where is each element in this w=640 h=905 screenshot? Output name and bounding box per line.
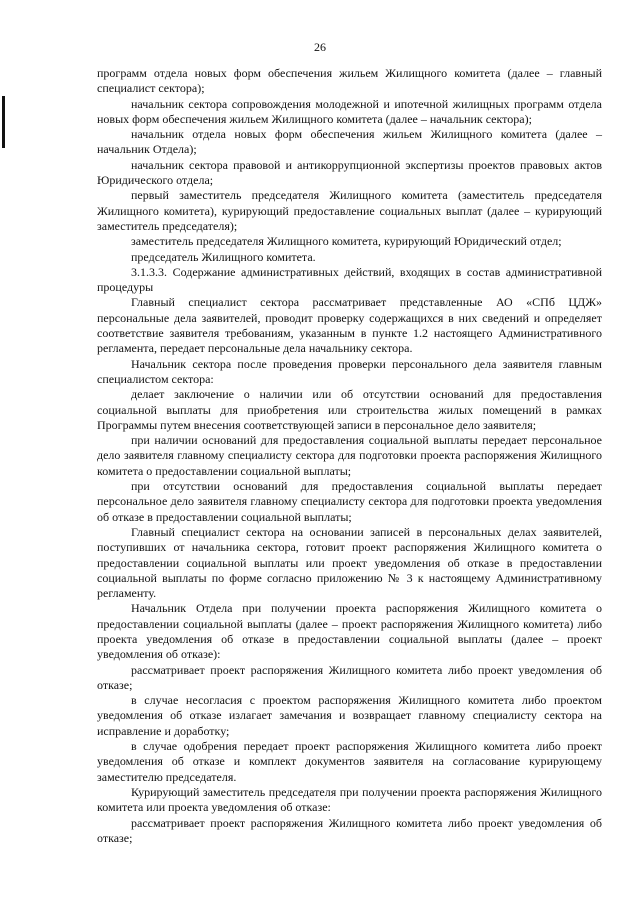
paragraph: рассматривает проект распоряжения Жилищного комитета либо проект уведомления об отказе; (97, 815, 602, 845)
paragraph: председатель Жилищного комитета. (131, 249, 316, 264)
document-body (97, 66, 602, 846)
paragraph: при наличии оснований для предоставления социальной выплаты передает персональное дело заявителя главному специалисту сектора для подготовки проекта распоряжения Жилищного комитета о предоставлении социальной выплаты; (97, 433, 602, 478)
paragraph: начальник сектора сопровождения молодежной и ипотечной жилищных программ отдела новых форм обеспечения жильем Жилищного комитета (далее – начальник сектора); (97, 96, 602, 126)
paragraph: программ отдела новых форм обеспечения жильем Жилищного комитета (далее – главный специалист сектора); (97, 66, 602, 96)
paragraph: при отсутствии оснований для предоставления социальной выплаты передает персональное дело заявителя главному специалисту сектора для подготовки проекта уведомления об отказе в предоставлении социальной выплаты; (97, 479, 602, 524)
paragraph: Начальник сектора после проведения проверки персонального дела заявителя главным специалистом сектора: (97, 356, 602, 386)
paragraph: в случае одобрения передает проект распоряжения Жилищного комитета либо проект уведомления об отказе и комплект документов заявителя на согласование курирующему заместителю председателя. (97, 739, 602, 784)
paragraph: Начальник Отдела при получении проекта распоряжения Жилищного комитета о предоставлении социальной выплаты (далее – проект распоряжения Жилищного комитета) либо проекта уведомления об отказе в предоставлении социальной выплаты (далее – проект уведомления об отказе): (97, 601, 602, 662)
margin-line-mark (2, 96, 5, 148)
paragraph: начальник отдела новых форм обеспечения жильем Жилищного комитета (далее – начальник Отдела); (97, 127, 602, 157)
paragraph: Главный специалист сектора рассматривает представленные АО «СПб ЦДЖ» персональные дела заявителей, проводит проверку содержащихся в них сведений и определяет соответствие заявителя требованиям, указанным в пункте 1.2 настоящего Административного регламента, передает персональные дела начальнику сектора. (97, 295, 602, 356)
paragraph: рассматривает проект распоряжения Жилищного комитета либо проект уведомления об отказе; (97, 662, 602, 692)
paragraph: Главный специалист сектора на основании записей в персональных делах заявителей, поступивших от начальника сектора, готовит проект распоряжения Жилищного комитета о предоставлении социальной выплаты или проект уведомления об отказе в предоставлении социальной выплаты по форме согласно приложению № 3 к настоящему Административному регламенту. (97, 524, 602, 601)
paragraph: делает заключение о наличии или об отсутствии оснований для предоставления социальной выплаты для приобретения или строительства жилых помещений в рамках Программы путем внесения соответствующей записи в персональное дело заявителя; (97, 387, 602, 432)
paragraph: заместитель председателя Жилищного комитета, курирующий Юридический отдел; (131, 234, 562, 249)
paragraph: Курирующий заместитель председателя при получении проекта распоряжения Жилищного комитета или проекта уведомления об отказе: (97, 784, 602, 815)
paragraph: первый заместитель председателя Жилищного комитета (заместитель председателя Жилищного комитета), курирующий предоставление социальных выплат (далее – курирующий заместитель председателя); (97, 188, 602, 233)
paragraph: 3.1.3.3. Содержание административных действий, входящих в состав административной процедуры (97, 264, 602, 295)
page-number: 26 (314, 40, 326, 54)
paragraph: начальник сектора правовой и антикоррупционной экспертизы проектов правовых актов Юридического отдела; (97, 157, 602, 188)
paragraph: в случае несогласия с проектом распоряжения Жилищного комитета либо проектом уведомления об отказе излагает замечания и возвращает главному специалисту сектора на исправление и доработку; (97, 693, 602, 738)
